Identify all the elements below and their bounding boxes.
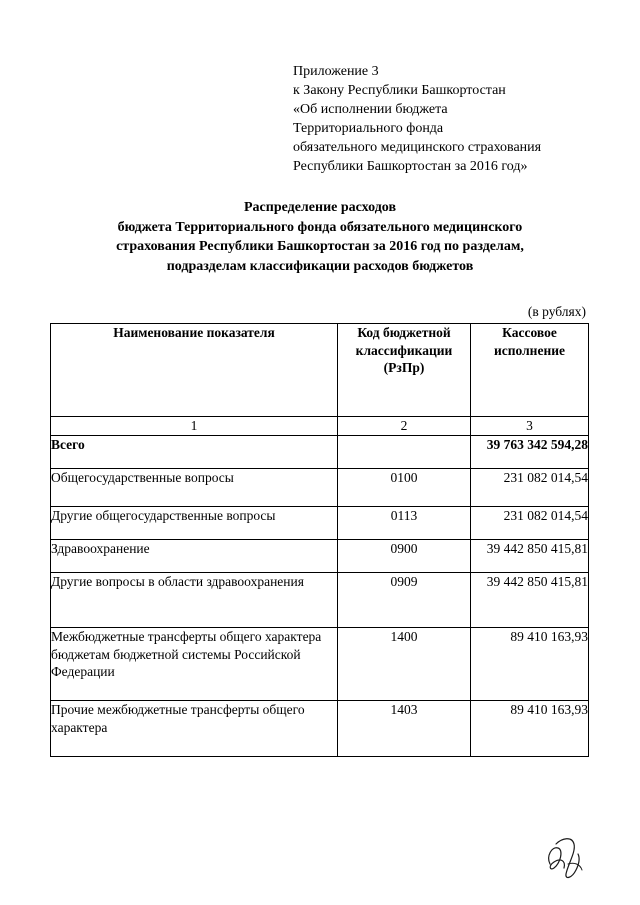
table-header-row [51,324,589,417]
table-row [51,628,589,701]
table-row [51,573,589,628]
row-code: 1400 [338,628,471,701]
row-name: Межбюджетные трансферты общего характера бюджетам бюджетной системы Российской Федерации [51,628,338,701]
header-name: Наименование показателя [51,324,338,417]
title-line: Распределение расходов [243,200,397,215]
row-code [338,436,471,469]
row-code: 0113 [338,507,471,540]
column-number-row [51,417,589,436]
row-amount: 89 410 163,93 [471,628,589,701]
table-row [51,507,589,540]
appendix-line: Приложение 3 [293,64,379,79]
row-name: Здравоохранение [51,540,338,573]
row-amount: 231 082 014,54 [471,469,589,507]
table-row [51,540,589,573]
appendix-line: к Закону Республики Башкортостан [293,83,506,98]
appendix-line: «Об исполнении бюджета [293,102,448,117]
column-number: 3 [471,417,589,436]
column-number: 2 [338,417,471,436]
row-amount: 39 442 850 415,81 [471,573,589,628]
appendix-line: Территориального фонда [293,121,444,136]
row-code: 1403 [338,701,471,757]
row-name: Прочие межбюджетные трансферты общего характера [51,701,338,757]
table-row-total [51,436,589,469]
row-amount: 39 763 342 594,28 [471,436,589,469]
row-code: 0900 [338,540,471,573]
title-line: подразделам классификации расходов бюджетов [166,258,474,274]
header-amount: Кассовое исполнение [471,324,589,417]
row-name: Другие вопросы в области здравоохранения [51,573,338,628]
row-amount: 89 410 163,93 [471,701,589,757]
appendix-line: обязательного медицинского страхования [293,140,542,155]
title-line: страхования Республики Башкортостан за 2016 год по разделам, [116,239,524,254]
document-title [60,198,580,276]
table-row [51,701,589,757]
row-code: 0909 [338,573,471,628]
row-name: Всего [51,436,338,469]
row-code: 0100 [338,469,471,507]
row-name: Общегосударственные вопросы [51,469,338,507]
title-line: бюджета Территориального фонда обязательного медицинского [117,219,523,235]
expenditure-table [50,323,589,757]
row-amount: 231 082 014,54 [471,507,589,540]
header-code: Код бюджетной классификации (РзПр) [338,324,471,417]
row-name: Другие общегосударственные вопросы [51,507,338,540]
handwritten-signature [542,834,586,884]
appendix-reference [293,62,541,176]
appendix-line: Республики Башкортостан за 2016 год» [293,159,528,174]
column-number: 1 [51,417,338,436]
row-amount: 39 442 850 415,81 [471,540,589,573]
units-note: (в рублях) [527,304,586,319]
table-row [51,469,589,507]
